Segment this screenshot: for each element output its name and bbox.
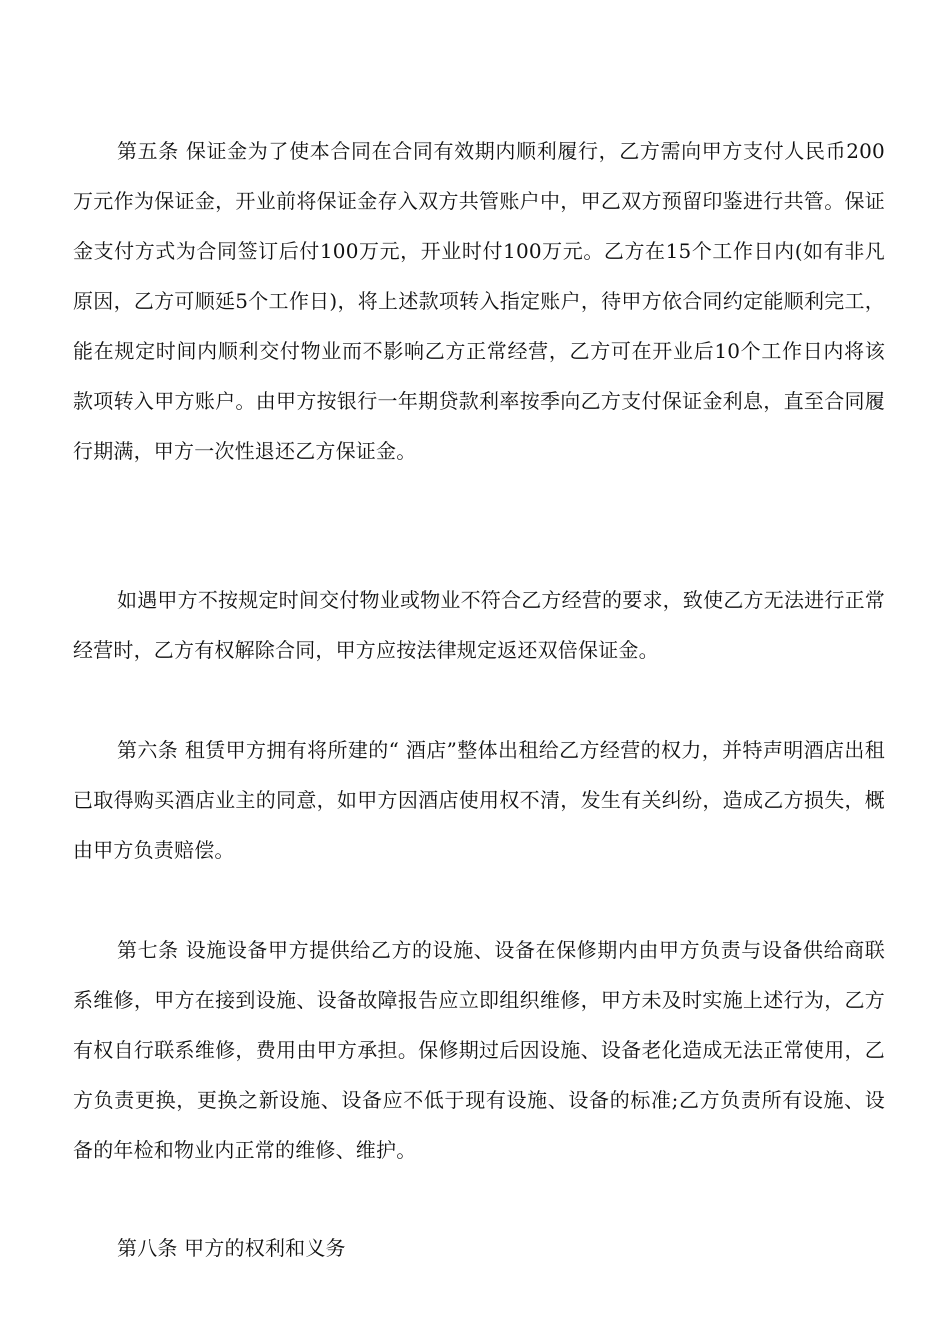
article-8-heading: 第八条 甲方的权利和义务 — [117, 1236, 346, 1260]
deposit-default-paragraph: 如遇甲方不按规定时间交付物业或物业不符合乙方经营的要求，致使乙方无法进行正常经营时，乙方有权解除合同，甲方应按法律规定返还双倍保证金。 — [73, 588, 885, 662]
article-6-lease-paragraph: 第六条 租赁甲方拥有将所建的“ 酒店”整体出租给乙方经营的权力，并特声明酒店出租已取得购买酒店业主的同意，如甲方因酒店使用权不清，发生有关纠纷，造成乙方损失，概由甲方负责赔偿。 — [73, 738, 885, 862]
article-7-facilities-paragraph: 第七条 设施设备甲方提供给乙方的设施、设备在保修期内由甲方负责与设备供给商联系维修，甲方在接到设施、设备故障报告应立即组织维修，甲方未及时实施上述行为，乙方有权自行联系维修，费用由甲方承担。保修期过后因设施、设备老化造成无法正常使用，乙方负责更换，更换之新设施、设备应不低于现有设施、设备的标准;乙方负责所有设施、设备的年检和物业内正常的维修、维护。 — [73, 938, 885, 1162]
article-5-deposit-paragraph: 第五条 保证金为了使本合同在合同有效期内顺利履行，乙方需向甲方支付人民币200万元作为保证金，开业前将保证金存入双方共管账户中，甲乙双方预留印鉴进行共管。保证金支付方式为合同签订后付100万元，开业时付100万元。乙方在15个工作日内(如有非凡原因，乙方可顺延5个工作日)，将上述款项转入指定账户，待甲方依合同约定能顺利完工，能在规定时间内顺利交付物业而不影响乙方正常经营，乙方可在开业后10个工作日内将该款项转入甲方账户。由甲方按银行一年期贷款利率按季向乙方支付保证金利息，直至合同履行期满，甲方一次性退还乙方保证金。 — [73, 139, 885, 463]
